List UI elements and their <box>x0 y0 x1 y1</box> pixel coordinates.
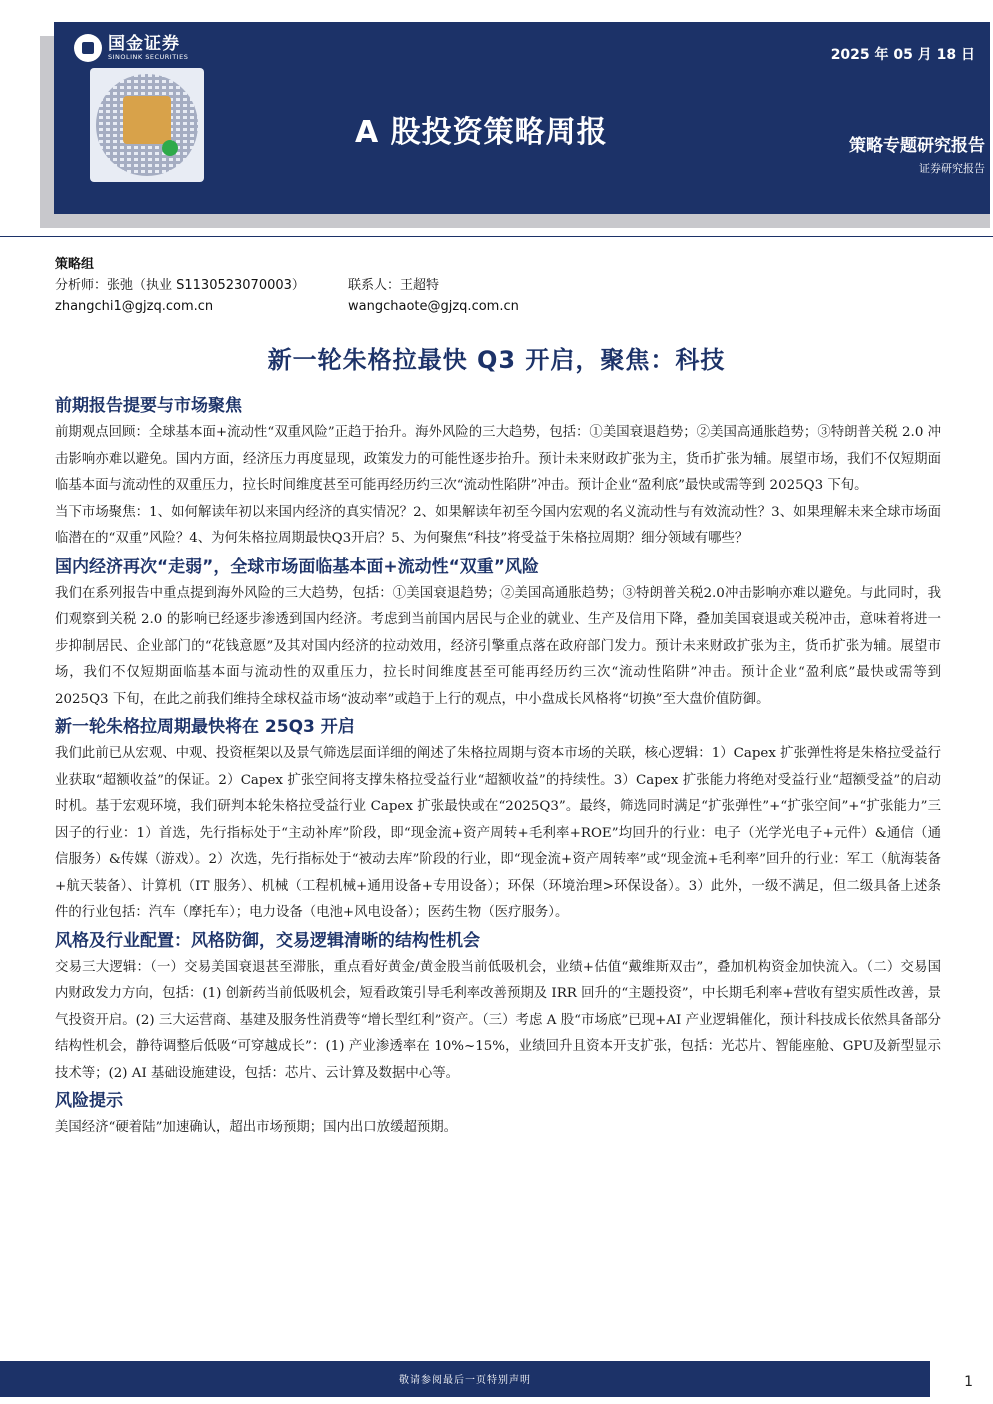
logo-name-en: SINOLINK SECURITIES <box>108 52 189 61</box>
report-body <box>55 392 941 1142</box>
section-heading: 前期报告提要与市场聚焦 <box>55 396 242 416</box>
report-subtype: 证券研究报告 <box>919 162 985 175</box>
footer-disclaimer-note: 敬请参阅最后一页特别声明 <box>399 1375 531 1386</box>
contact-email[interactable]: wangchaote@gjzq.com.cn <box>348 299 519 314</box>
section-paragraph: 美国经济“硬着陆”加速确认，超出市场预期；国内出口放缓超预期。 <box>55 1120 458 1135</box>
report-series-title: A 股投资策略周报 <box>355 115 608 150</box>
section-heading: 新一轮朱格拉周期最快将在 25Q3 开启 <box>55 717 355 737</box>
qr-code-icon <box>90 68 204 182</box>
section-heading: 国内经济再次“走弱”，全球市场面临基本面+流动性“双重”风险 <box>55 556 539 577</box>
team-name: 策略组 <box>55 257 95 272</box>
page-number: 1 <box>964 1374 973 1390</box>
analyst-email[interactable]: zhangchi1@gjzq.com.cn <box>55 299 214 314</box>
section-paragraph: 我们此前已从宏观、中观、投资框架以及景气筛选层面详细的阐述了朱格拉周期与资本市场的关联，核心逻辑：1）Capex 扩张弹性将是朱格拉受益行业获取“超额收益”的保证。2）Capex 扩张空间将支撑朱格拉受益行业“超额收益”的持续性。3）Capex 扩张能力将绝对受益行业“超额受益”的启动时机。基于宏观环境，我们研判本轮朱格拉受益行业 Capex 扩张最快或在“2025Q3”。最终，筛选同时满足“扩张弹性”+“扩张空间”+“扩张能力”三因子的行业：1）首选，先行指标处于“主动补库”阶段，即“现金流+资产周转+毛利率+ROE”均回升的行业：电子（光学光电子+元件）&通信（通信服务）&传媒（游戏）。2）次选，先行指标处于“被动去库”阶段的行业，即“现金流+资产周转率”或“现金流+毛利率”回升的行业：军工（航海装备+航天装备）、计算机（IT 服务）、机械（工程机械+通用设备+专用设备）；环保（环境治理>环保设备）。3）此外，一级不满足，但二级具备上述条件的行业包括：汽车（摩托车）；电力设备（电池+风电设备）；医药生物（医疗服务）。 <box>55 746 941 920</box>
section-paragraph: 交易三大逻辑：（一）交易美国衰退甚至滞胀，重点看好黄金/黄金股当前低吸机会，业绩+估值“戴维斯双击”，叠加机构资金加快流入。（二）交易国内财政发力方向，包括：(1) 创新药当前低吸机会，短看政策引导毛利率改善预期及 IRR 回升的“主题投资”，中长期毛利率+营收有望实质性改善，景气投资开启。(2) 三大运营商、基建及服务性消费等“增长型红利”资产。（三）考虑 A 股“市场底”已现+AI 产业逻辑催化，预计科技成长依然具备部分结构性机会，静待调整后低吸“可穿越成长”：(1) 产业渗透率在 10%~15%，业绩回升且资本开支扩张，包括：光芯片、智能座舱、GPU及新型显示技术等；(2) AI 基础设施建设，包括：芯片、云计算及数据中心等。 <box>55 959 941 1081</box>
section-paragraph: 前期观点回顾：全球基本面+流动性“双重风险”正趋于抬升。海外风险的三大趋势，包括：①美国衰退趋势；②美国高通胀趋势；③特朗普关税 2.0 冲击影响亦难以避免。国内方面，经济压力再度显现，政策发力的可能性逐步抬升。预计未来财政扩张为主，货币扩张为辅。展望市场，我们不仅短期面临基本面与流动性的双重压力，拉长时间维度甚至可能再经历约三次“流动性陷阱”冲击。预计企业“盈利底”最快或需等到 2025Q3 下旬。 <box>55 425 941 493</box>
report-headline: 新一轮朱格拉最快 Q3 开启，聚焦：科技 <box>267 346 726 374</box>
section-heading: 风险提示 <box>55 1091 123 1111</box>
header-divider <box>0 236 993 237</box>
author-block <box>55 254 519 317</box>
section-paragraph: 我们在系列报告中重点提到海外风险的三大趋势，包括：①美国衰退趋势；②美国高通胀趋势；③特朗普关税2.0冲击影响亦难以避免。与此同时，我们观察到关税 2.0 的影响已经逐步渗透到国内经济。考虑到当前国内居民与企业的就业、生产及信用下降，叠加美国衰退或关税冲击，意味着将进一步抑制居民、企业部门的“花钱意愿”及其对国内经济的拉动效用，经济引擎重点落在政府部门发力。预计未来财政扩张为主，货币扩张为辅。展望市场，我们不仅短期面临基本面与流动性的双重压力，拉长时间维度甚至可能再经历约三次“流动性陷阱”冲击。预计企业“盈利底”最快或需等到 2025Q3 下旬，在此之前我们维持全球权益市场“波动率”或趋于上行的观点，中小盘成长风格将“切换”至大盘价值防御。 <box>55 585 941 707</box>
contact-name: 联系人：王超特 <box>348 278 440 293</box>
section-paragraph: 当下市场聚焦：1、如何解读年初以来国内经济的真实情况？2、如果解读年初至今国内宏观的名义流动性与有效流动性？3、如果理解未来全球市场面临潜在的“双重”风险？4、为何朱格拉周期最快Q3开启？5、为何聚焦“科技”将受益于朱格拉周期？细分领域有哪些？ <box>55 504 941 546</box>
sinolink-logo <box>74 34 188 62</box>
sinolink-logo-icon <box>74 34 102 62</box>
report-date: 2025 年 05 月 18 日 <box>830 47 975 63</box>
logo-name-cn: 国金证券 <box>108 33 180 54</box>
section-heading: 风格及行业配置：风格防御，交易逻辑清晰的结构性机会 <box>55 930 480 951</box>
report-type: 策略专题研究报告 <box>849 136 985 156</box>
analyst-name: 分析师：张弛（执业 S1130523070003） <box>55 278 305 293</box>
